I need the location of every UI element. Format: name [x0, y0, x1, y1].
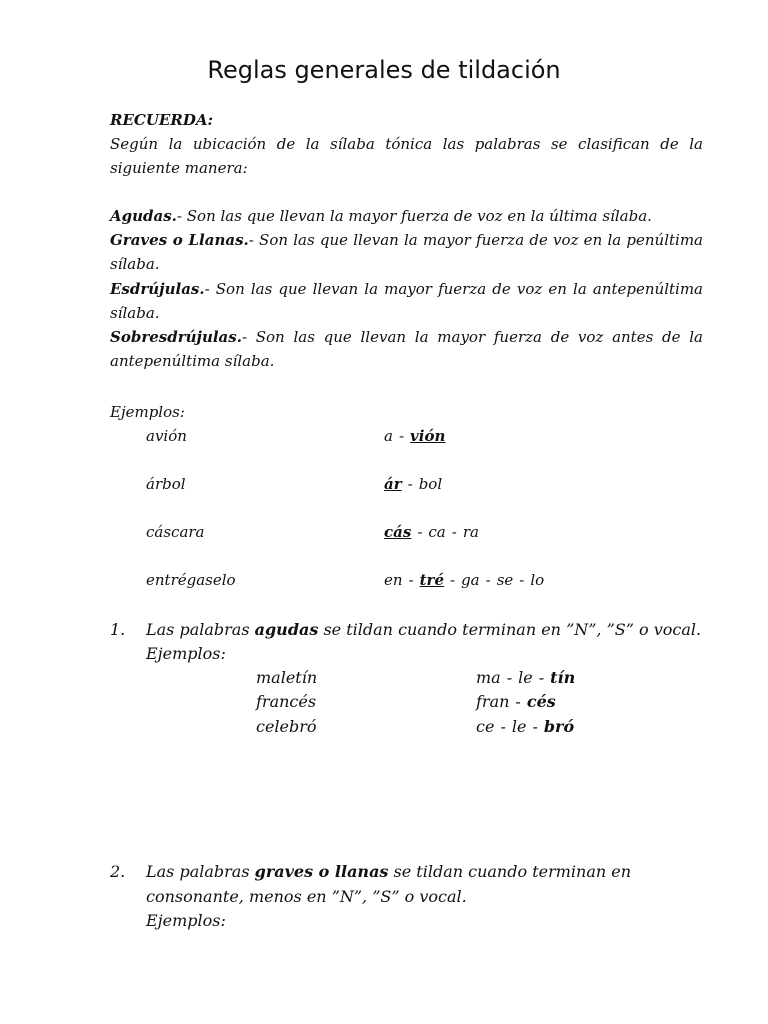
rule-2-ejemplos: Ejemplos:: [146, 911, 226, 930]
example-syllables: ma - le - tín: [476, 668, 576, 687]
rule-1-text: Las palabras agudas se tildan cuando terminan en ”N”, ”S” o vocal.: [146, 620, 702, 639]
definition-agudas: [110, 204, 703, 228]
example-word: avión: [146, 427, 187, 445]
definition-term: Sobresdrújulas.: [110, 328, 242, 346]
definition-text: - Son las que llevan la mayor fuerza de voz en la antepenúltima sílaba.: [110, 280, 703, 322]
example-word: maletín: [256, 668, 318, 687]
rule-1-ejemplos: Ejemplos:: [146, 644, 226, 663]
definition-text: - Son las que llevan la mayor fuerza de voz antes de la antepenúltima sílaba.: [110, 328, 703, 370]
definition-term: Esdrújulas.: [110, 280, 205, 298]
example-syllables: en - tré - ga - se - lo: [384, 571, 545, 589]
example-syllables: ár - bol: [384, 475, 443, 493]
example-word: árbol: [146, 475, 186, 493]
recuerda-intro: Según la ubicación de la sílaba tónica las palabras se clasifican de la siguiente manera:: [110, 135, 703, 177]
example-word: entrégaselo: [146, 571, 236, 589]
example-syllables: ce - le - bró: [476, 717, 575, 736]
rule-number: 2.: [110, 862, 126, 881]
definition-term: Graves o Llanas.: [110, 231, 249, 249]
rule-2-line2: consonante, menos en ”N”, ”S” o vocal.: [146, 887, 467, 906]
definition-text: - Son las que llevan la mayor fuerza de voz en la última sílaba.: [176, 207, 652, 225]
definition-text: - Son las que llevan la mayor fuerza de voz en la penúltima sílaba.: [110, 231, 703, 273]
definition-graves: [110, 228, 703, 276]
definition-term: Agudas.: [110, 207, 177, 225]
example-word: francés: [256, 692, 317, 711]
example-syllables: cás - ca - ra: [384, 523, 479, 541]
definition-esdrujulas: [110, 277, 703, 325]
page-title: Reglas generales de tildación: [207, 56, 561, 84]
example-syllables: fran - cés: [476, 692, 556, 711]
recuerda-heading: RECUERDA:: [110, 111, 214, 129]
rule-2-text: Las palabras graves o llanas se tildan cuando terminan en: [146, 862, 632, 881]
definition-sobresdrujulas: [110, 325, 703, 373]
ejemplos-label: Ejemplos:: [110, 403, 185, 421]
example-word: cáscara: [146, 523, 205, 541]
example-word: celebró: [256, 717, 317, 736]
example-syllables: a - vión: [384, 427, 446, 445]
rule-number: 1.: [110, 620, 126, 639]
